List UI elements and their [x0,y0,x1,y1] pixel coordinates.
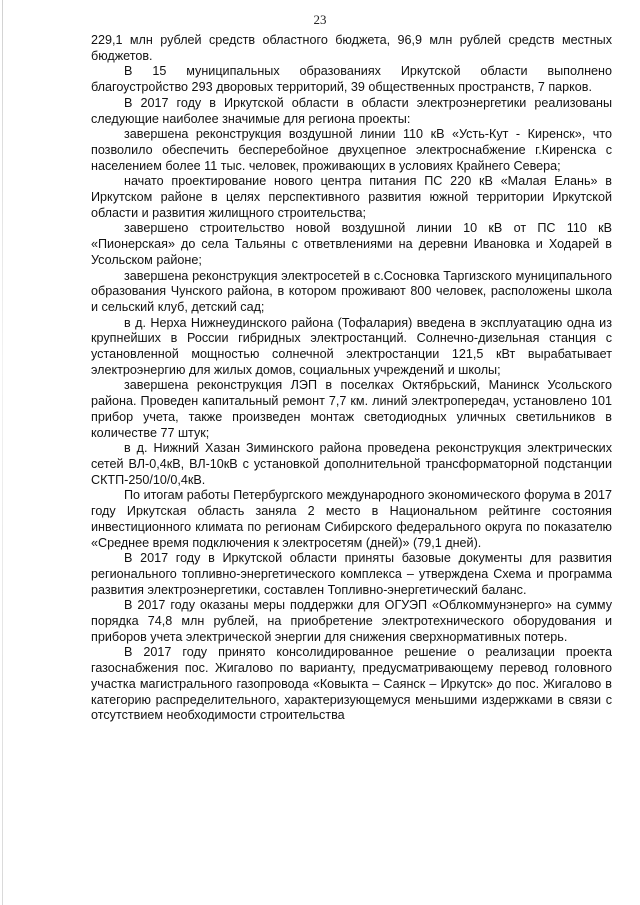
paragraph-energy-intro: В 2017 году в Иркутской области в области электроэнергетики реализованы следующие наиболее значимые для региона проекты: [91,95,612,126]
document-body [91,33,612,724]
paragraph-oblkommunenergo: В 2017 году оказаны меры поддержки для ОГУЭП «Облкоммунэнерго» на сумму порядка 74,8 млн рублей, на приобретение электротехнического оборудования и приборов учета электрической энергии для снижения сверхнормативных потерь. [91,598,612,644]
paragraph-pionerskaya-line: завершено строительство новой воздушной линии 10 кВ от ПС 110 кВ «Пионерская» до села Тальяны с ответвлениями на деревни Ивановка и Ходарей в Усольском районе; [91,221,612,267]
paragraph-sosnovka: завершена реконструкция электросетей в с.Сосновка Таргизского муниципального образования Чунского района, в котором проживают 800 человек, расположены школа и сельский клуб, детский сад; [91,268,612,314]
paragraph-kirensk-line: завершена реконструкция воздушной линии 110 кВ «Усть-Кут - Киренск», что позволило обеспечить бесперебойное двухцепное электроснабжение г.Киренска с населением более 11 тыс. человек, проживающих в условиях Крайнего Севера; [91,127,612,173]
paragraph-zhigalovo-gas: В 2017 году принято консолидированное решение о реализации проекта газоснабжения пос. Жигалово по варианту, предусматривающему перевод головного участка магистрального газопровода «Ковыкта – Саянск – Иркутск» до пос. Жигалово в категорию распределительного, характеризующемуся меньшими издержками в связи с отсутствием необходимости строительства [91,645,612,723]
paragraph-investment-rating: По итогам работы Петербургского международного экономического форума в 2017 году Иркутская область заняла 2 место в Национальном рейтинге состояния инвестиционного климата по регионам Сибирского федерального округа по показателю «Среднее время подключения к электросетям (дней)» (79,1 дней). [91,488,612,550]
paragraph-nerha-station: в д. Нерха Нижнеудинского района (Тофалария) введена в эксплуатацию одна из крупнейших в России гибридных электростанций. Солнечно-дизельная станция с установленной мощностью солнечной электростанции 121,5 кВт вырабатывает электроэнергию для жилых домов, социальных учреждений и школы; [91,315,612,377]
paragraph-base-documents: В 2017 году в Иркутской области приняты базовые документы для развития регионального топливно-энергетического комплекса – утверждена Схема и программа развития электроэнергетики, составлен Топливно-энергетический баланс. [91,551,612,597]
paragraph-oktyabrsky-lep: завершена реконструкция ЛЭП в поселках Октябрьский, Манинск Усольского района. Проведен капитальный ремонт 7,7 км. линий электропередач, установлено 101 прибор учета, также произведен монтаж светодиодных уличных светильников в количестве 77 штук; [91,378,612,440]
paragraph-landscaping: В 15 муниципальных образованиях Иркутской области выполнено благоустройство 293 дворовых территорий, 39 общественных пространств, 7 парков. [91,64,612,95]
paragraph-malaya-elan: начато проектирование нового центра питания ПС 220 кВ «Малая Елань» в Иркутском районе в целях перспективного развития южной территории Иркутской области и развития жилищного строительства; [91,174,612,220]
scan-edge [2,0,3,905]
paragraph-nizhny-khazan: в д. Нижний Хазан Зиминского района проведена реконструкция электрических сетей ВЛ-0,4кВ, ВЛ-10кВ с установкой дополнительной трансформаторной подстанции СКТП-250/10/0,4кВ. [91,441,612,487]
page-number: 23 [313,12,327,27]
paragraph-budget-continuation: 229,1 млн рублей средств областного бюджета, 96,9 млн рублей средств местных бюджетов. [91,33,612,63]
